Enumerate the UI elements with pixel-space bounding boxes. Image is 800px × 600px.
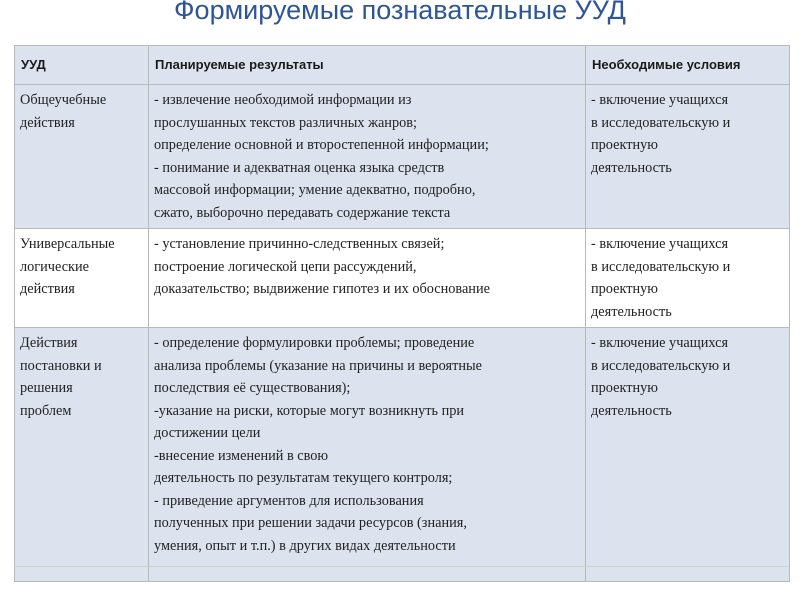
uud-table [14, 45, 790, 582]
cell-text: сжато, выборочно передавать содержание текста [154, 204, 451, 221]
cell-text: прослушанных текстов различных жанров; [154, 114, 417, 131]
cell-text: полученных при решении задачи ресурсов (знания, [154, 515, 467, 531]
cell-text: постановки и [20, 357, 102, 374]
cell-text: доказательство; выдвижение гипотез и их обоснование [154, 281, 490, 297]
table-header-row [15, 46, 790, 85]
cell-text: Универсальные [20, 236, 115, 252]
table-row [15, 328, 790, 582]
cell-text: Общеучебные [20, 92, 107, 108]
cell-conditions [586, 328, 790, 582]
cell-text: умения, опыт и т.п.) в других видах деятельности [154, 537, 456, 554]
cell-uud [15, 229, 149, 328]
cell-text: Действия [20, 335, 78, 351]
cell-text: в исследовательскую и [591, 114, 731, 131]
cell-text: - включение учащихся [591, 335, 729, 351]
cell-conditions [586, 229, 790, 328]
cell-text: деятельность [591, 303, 672, 320]
cell-text: решения [20, 380, 73, 396]
cell-results [149, 85, 586, 229]
cell-text: проектную [591, 281, 658, 297]
table-row [15, 85, 790, 229]
column-header-conditions: Необходимые условия [586, 46, 790, 85]
cell-text: определение основной и второстепенной информации; [154, 137, 489, 153]
cell-text: - включение учащихся [591, 236, 729, 252]
slide-title: Формируемые познавательные УУД [174, 0, 626, 25]
cell-text: построение логической цепи рассуждений, [154, 258, 417, 275]
cell-text: -внесение изменений в свою [154, 447, 329, 464]
cell-text: в исследовательскую и [591, 258, 731, 275]
cell-text: проблем [20, 402, 72, 419]
cell-text: логические [20, 258, 89, 275]
column-header-results: Планируемые результаты [149, 46, 586, 85]
cell-uud [15, 328, 149, 582]
cell-text: -указание на риски, которые могут возникнуть при [154, 402, 465, 419]
cell-text: деятельность [591, 402, 672, 419]
cell-text: - определение формулировки проблемы; проведение [154, 335, 475, 351]
cell-text: проектную [591, 137, 658, 153]
cell-text: деятельность [591, 159, 672, 176]
cell-uud [15, 85, 149, 229]
cell-text: проектную [591, 380, 658, 396]
bottom-divider [14, 566, 789, 567]
cell-text: действия [20, 114, 75, 131]
cell-text: достижении цели [154, 425, 261, 441]
cell-conditions [586, 85, 790, 229]
cell-text: - извлечение необходимой информации из [154, 92, 412, 108]
cell-text: деятельность по результатам текущего контроля; [154, 470, 453, 486]
cell-text: последствия её существования); [154, 380, 351, 396]
cell-text: анализа проблемы (указание на причины и вероятные [154, 357, 482, 374]
cell-text: массовой информации; умение адекватно, подробно, [154, 182, 476, 198]
table-row [15, 229, 790, 328]
cell-text: - установление причинно-следственных связей; [154, 236, 445, 252]
cell-results [149, 328, 586, 582]
cell-results [149, 229, 586, 328]
column-header-uud: УУД [15, 46, 149, 85]
cell-text: в исследовательскую и [591, 357, 731, 374]
cell-text: - включение учащихся [591, 92, 729, 108]
cell-text: - приведение аргументов для использования [154, 492, 424, 509]
cell-text: действия [20, 281, 75, 297]
cell-text: - понимание и адекватная оценка языка средств [154, 159, 445, 176]
